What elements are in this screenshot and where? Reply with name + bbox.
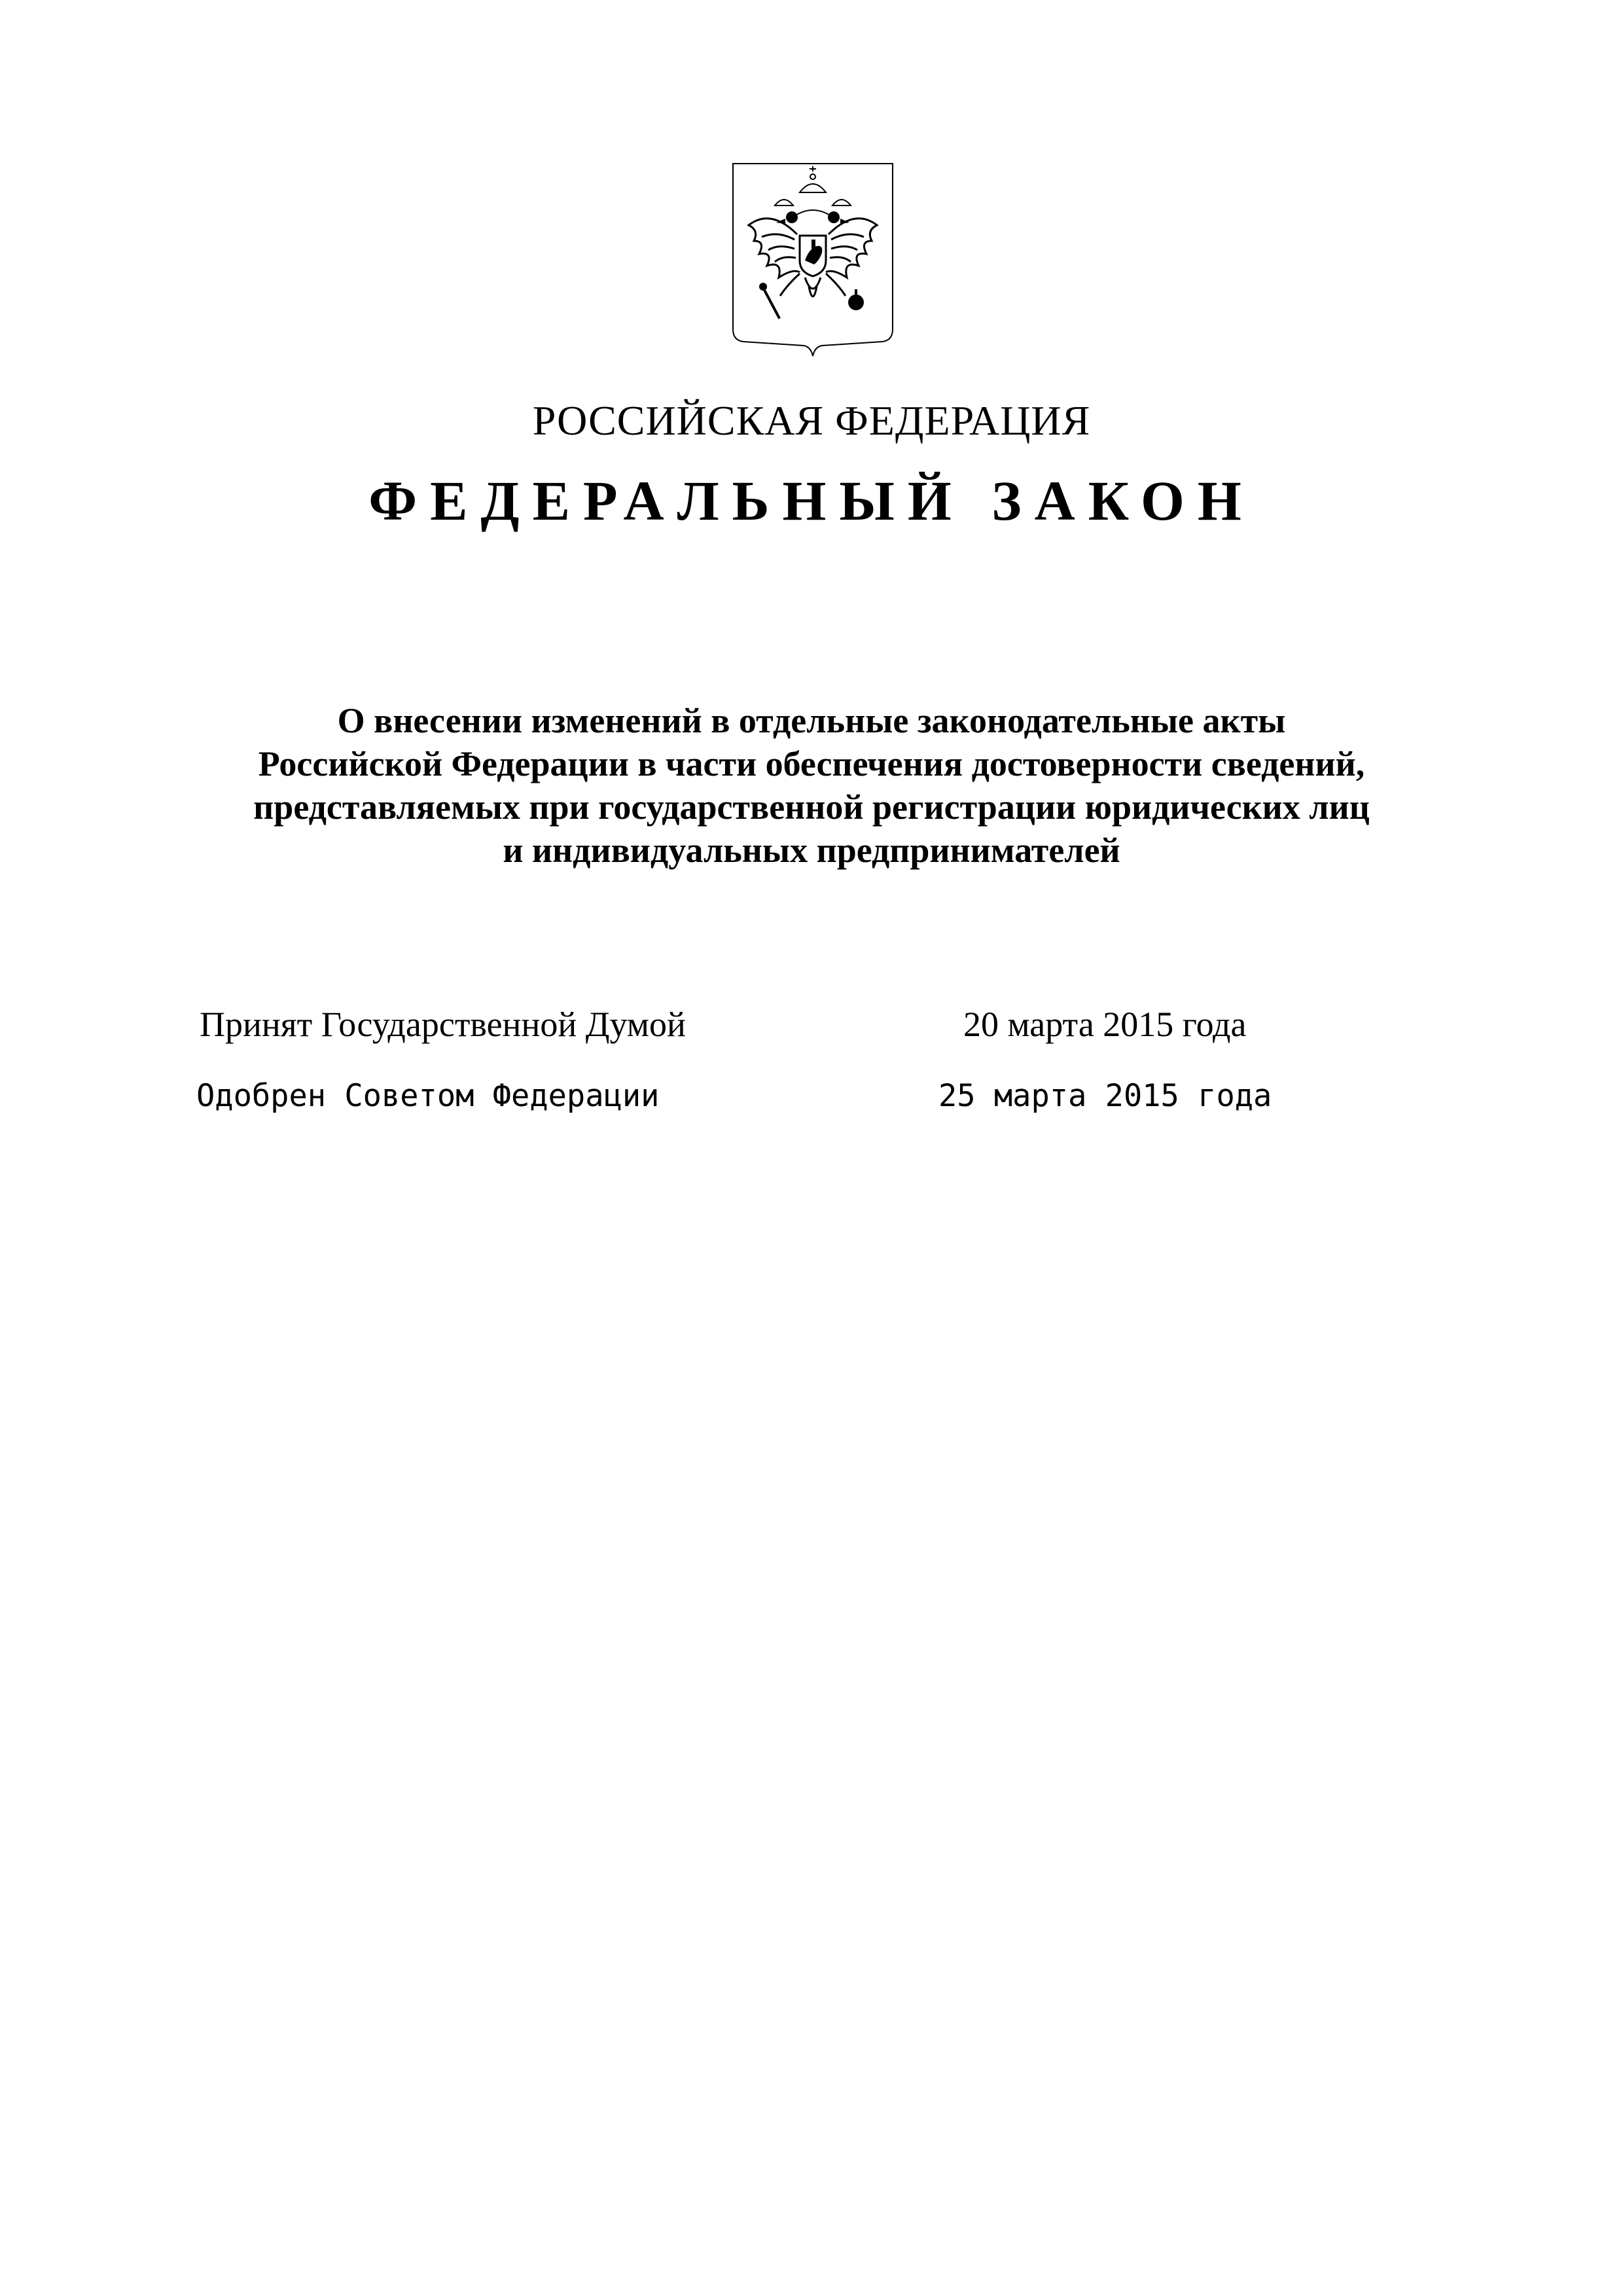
law-title-line: Российской Федерации в части обеспечения достоверности сведений, [258, 744, 1365, 783]
law-title-line: представляемых при государственной регистрации юридических лиц [253, 787, 1370, 827]
country-name: РОССИЙСКАЯ ФЕДЕРАЦИЯ [532, 397, 1091, 444]
law-title-line: О внесении изменений в отдельные законодательные акты [337, 701, 1286, 740]
adoption-date: 20 марта 2015 года [963, 1005, 1247, 1044]
law-title-line: и индивидуальных предпринимателей [503, 831, 1120, 870]
adoption-date: 25 марта 2015 года [938, 1078, 1272, 1114]
adoption-label: Одобрен Советом Федерации [196, 1078, 660, 1114]
document-type: ФЕДЕРАЛЬНЫЙ ЗАКОН [368, 469, 1255, 532]
adoption-label: Принят Государственной Думой [200, 1005, 686, 1044]
coat-of-arms-icon [732, 162, 894, 357]
adoption-row-state-duma [0, 995, 1623, 1054]
adoption-row-federation-council [0, 1067, 1623, 1126]
law-title [157, 699, 1466, 872]
